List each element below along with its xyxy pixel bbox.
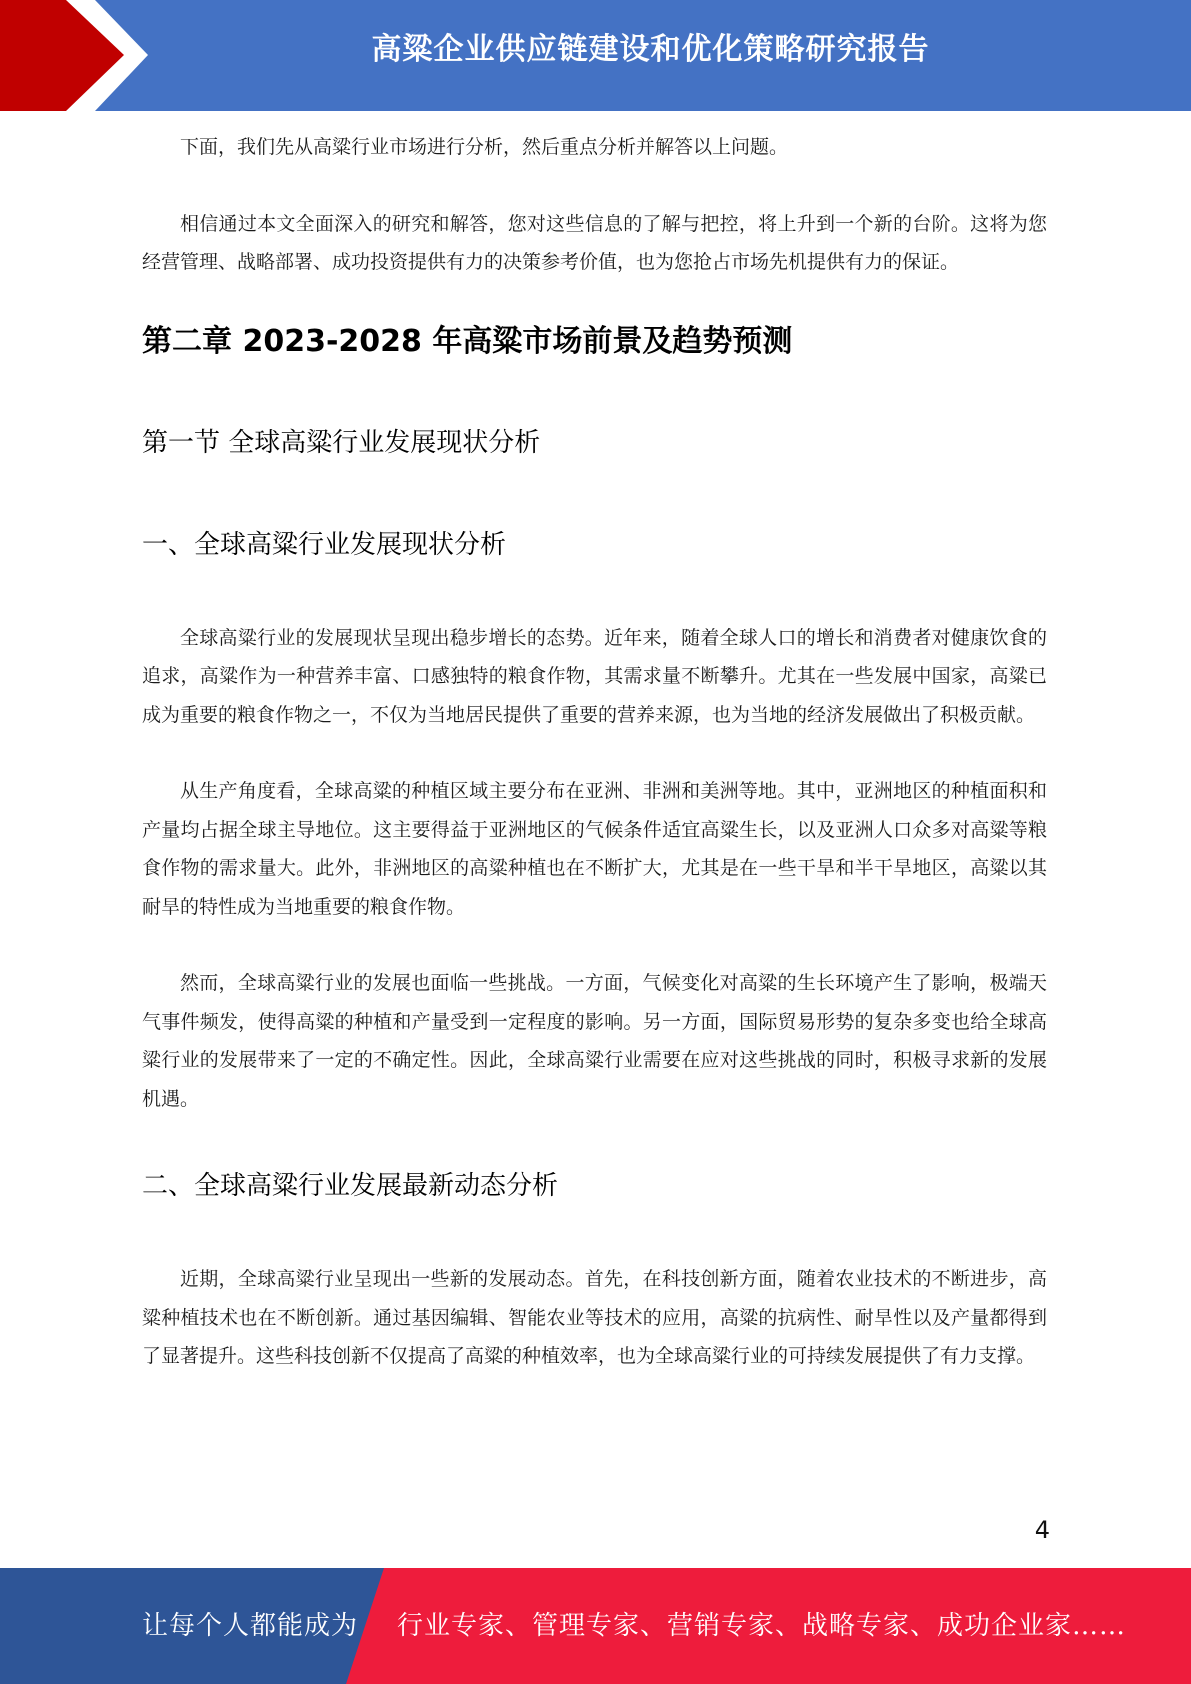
body-paragraph: 从生产角度看，全球高粱的种植区域主要分布在亚洲、非洲和美洲等地。其中，亚洲地区的种植面积和产量均占据全球主导地位。这主要得益于亚洲地区的气候条件适宜高粱生长，以及亚洲人口众多对高粱等粮食作物的需求量大。此外，非洲地区的高粱种植也在不断扩大，尤其是在一些干旱和半干旱地区，高粱以其耐旱的特性成为当地重要的粮食作物。: [142, 780, 1047, 918]
page-number: 4: [1034, 1516, 1050, 1544]
footer-slogan-left: 让每个人都能成为: [142, 1611, 359, 1641]
page-footer: [0, 1568, 1191, 1684]
intro-paragraph-2: 相信通过本文全面深入的研究和解答，您对这些信息的了解与把控，将上升到一个新的台阶。这将为您经营管理、战略部署、成功投资提供有力的决策参考价值，也为您抢占市场先机提供有力的保证。: [142, 212, 1047, 273]
document-body: [142, 128, 1047, 1376]
report-title: 高粱企业供应链建设和优化策略研究报告: [371, 32, 930, 67]
body-paragraph: 全球高粱行业的发展现状呈现出稳步增长的态势。近年来，随着全球人口的增长和消费者对健康饮食的追求，高粱作为一种营养丰富、口感独特的粮食作物，其需求量不断攀升。尤其在一些发展中国家，高粱已成为重要的粮食作物之一，不仅为当地居民提供了重要的营养来源，也为当地的经济发展做出了积极贡献。: [142, 626, 1047, 726]
page-header: [0, 0, 1191, 111]
subsection-heading-2: 二、全球高粱行业发展最新动态分析: [142, 1171, 559, 1201]
subsection-heading-1: 一、全球高粱行业发展现状分析: [142, 529, 507, 560]
header-arrow-decoration: [0, 0, 160, 111]
chapter-heading: 第二章 2023-2028 年高粱市场前景及趋势预测: [142, 323, 793, 359]
body-paragraph: 然而，全球高粱行业的发展也面临一些挑战。一方面，气候变化对高粱的生长环境产生了影响，极端天气事件频发，使得高粱的种植和产量受到一定程度的影响。另一方面，国际贸易形势的复杂多变也给全球高粱行业的发展带来了一定的不确定性。因此，全球高粱行业需要在应对这些挑战的同时，积极寻求新的发展机遇。: [142, 972, 1047, 1110]
intro-paragraph-1: 下面，我们先从高粱行业市场进行分析，然后重点分析并解答以上问题。: [180, 136, 789, 158]
section-heading: 第一节 全球高粱行业发展现状分析: [142, 427, 541, 458]
footer-slogan-right: 行业专家、管理专家、营销专家、战略专家、成功企业家……: [397, 1611, 1127, 1641]
body-paragraph: 近期，全球高粱行业呈现出一些新的发展动态。首先，在科技创新方面，随着农业技术的不断进步，高粱种植技术也在不断创新。通过基因编辑、智能农业等技术的应用，高粱的抗病性、耐旱性以及产量都得到了显著提升。这些科技创新不仅提高了高粱的种植效率，也为全球高粱行业的可持续发展提供了有力支撑。: [142, 1268, 1047, 1367]
